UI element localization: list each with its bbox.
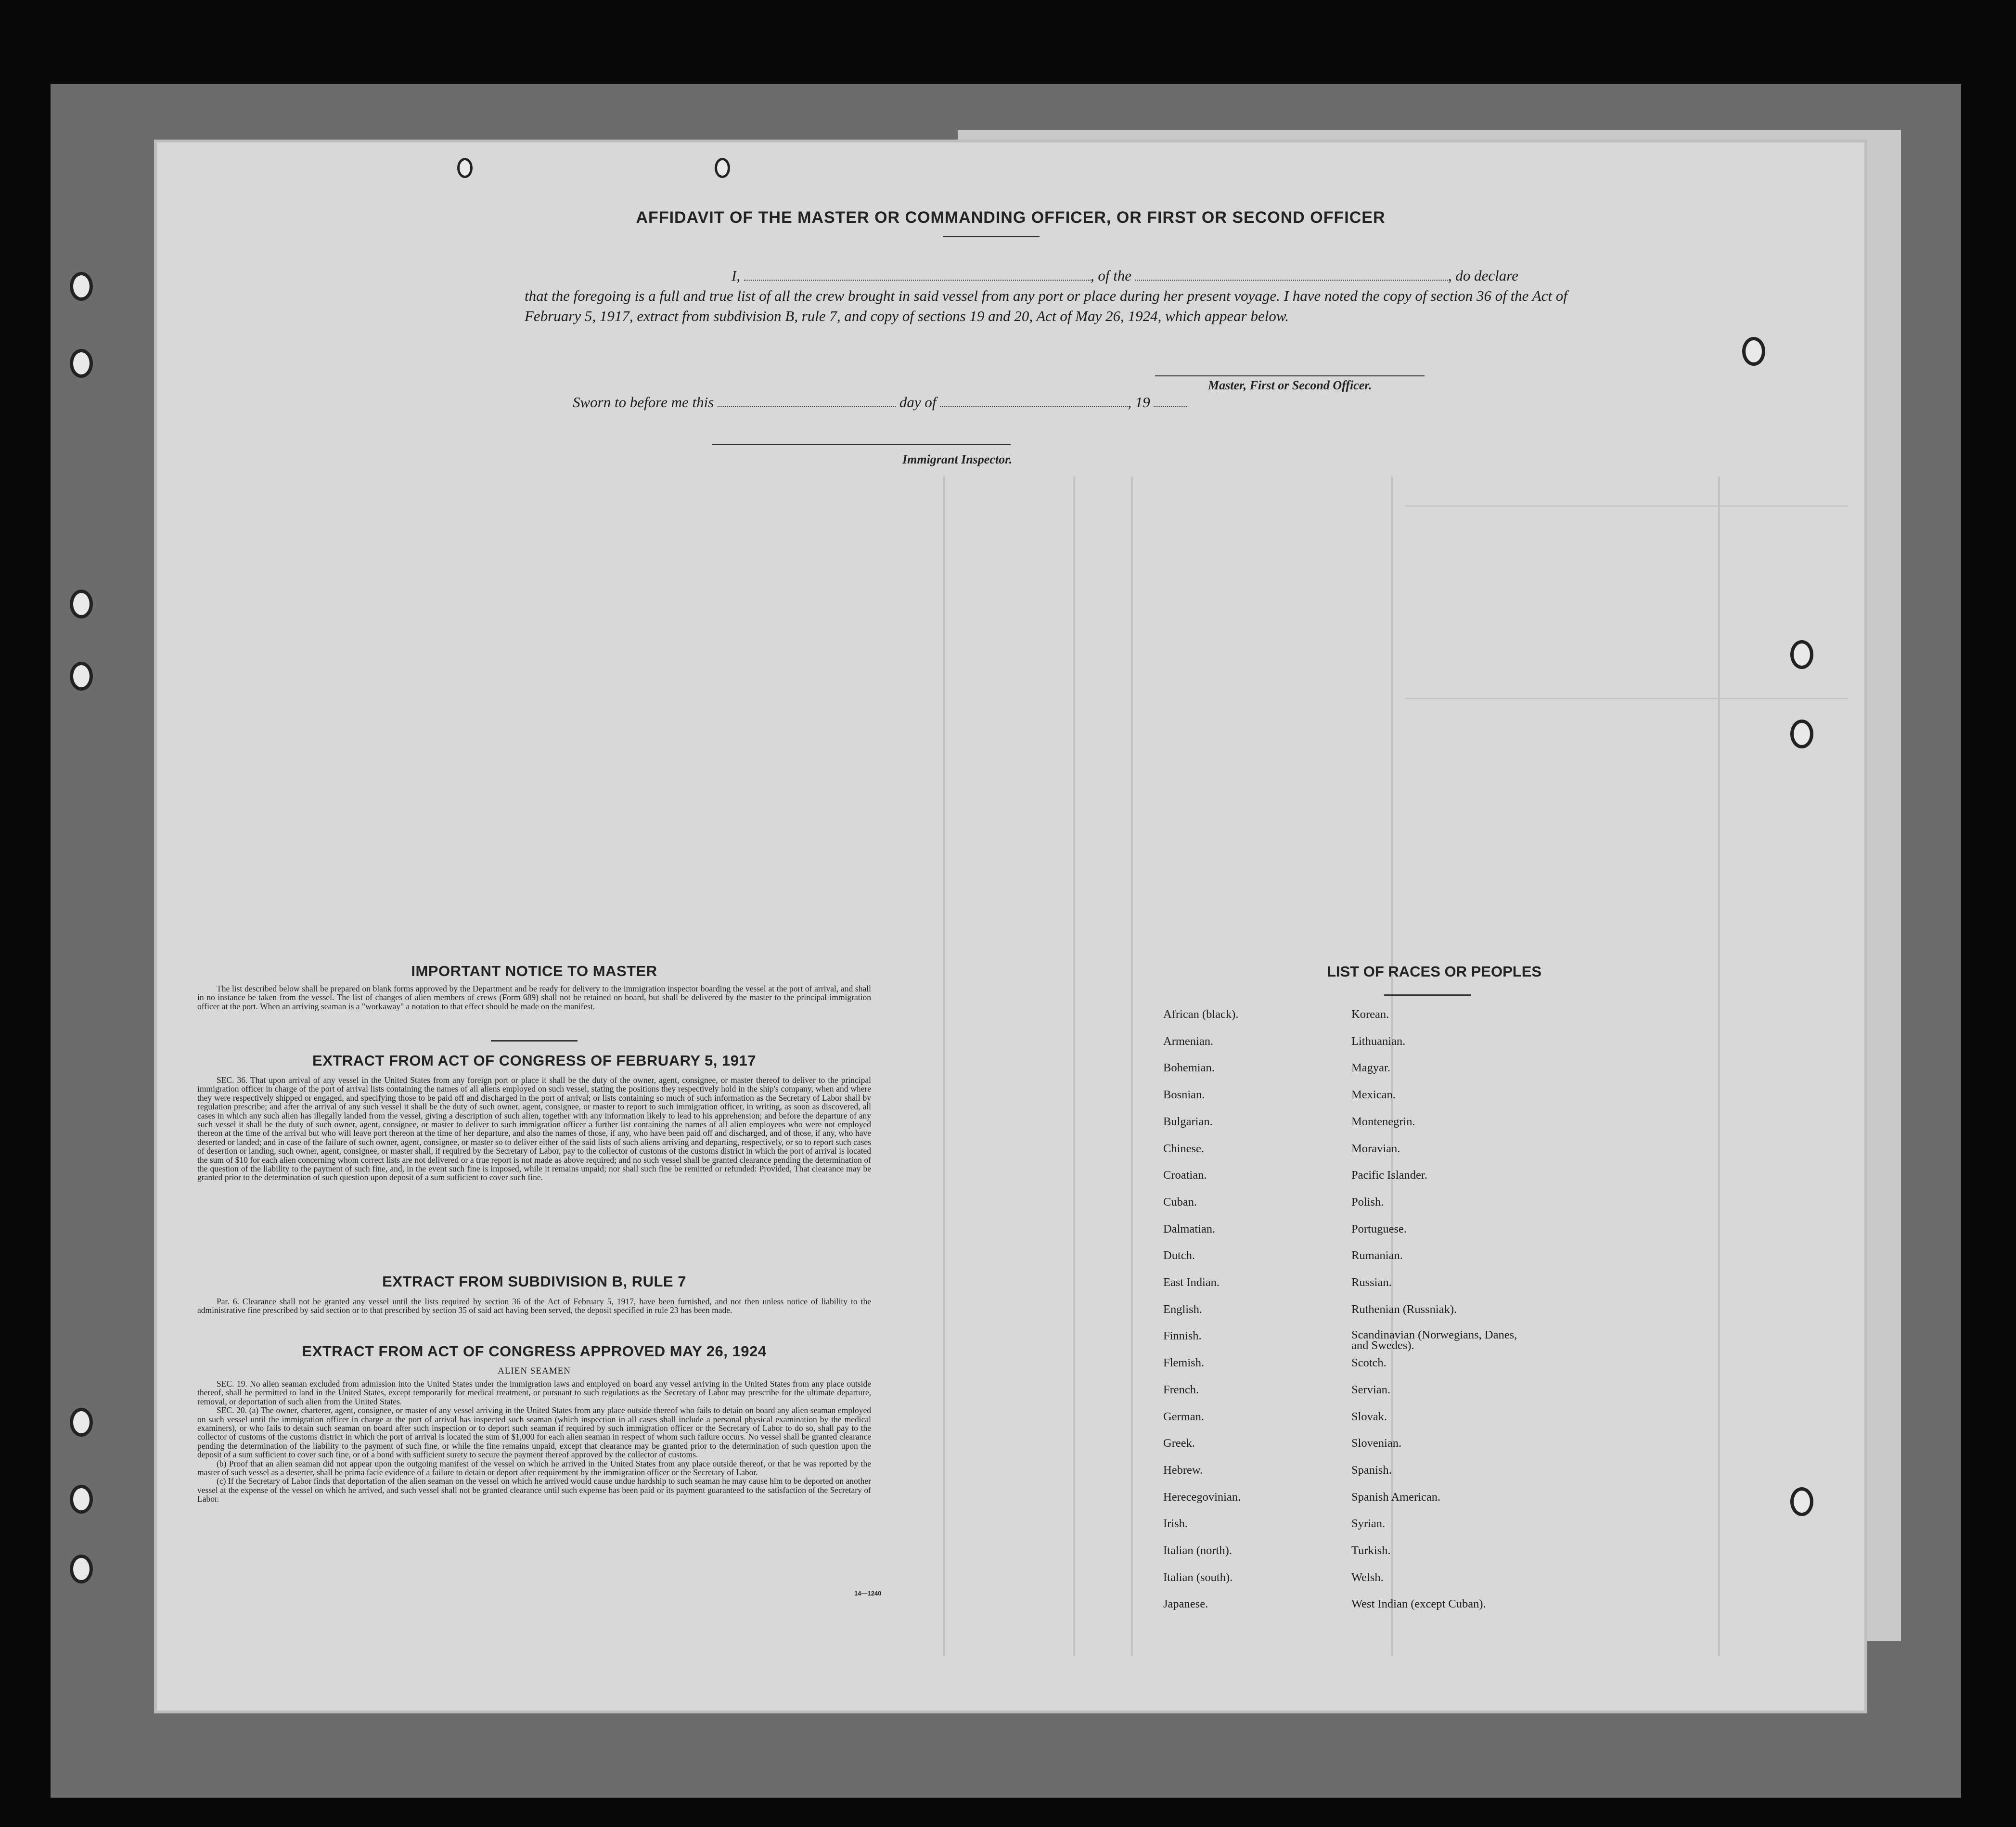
affidavit-title: AFFIDAVIT OF THE MASTER OR COMMANDING OFFICER, OR FIRST OR SECOND OFFICER: [636, 208, 1386, 227]
race-item: Irish.: [1163, 1517, 1188, 1531]
binder-hole-icon: [70, 349, 93, 378]
races-title: LIST OF RACES OR PEOPLES: [1326, 963, 1542, 980]
sec19-paragraph: SEC. 19. No alien seaman excluded from admission into the United States under the immigration laws and employed on board any vessel arriving in the United States from any place outside thereof, shall be permitted to land in the United States, except temporarily for medical treatment, or pursuant to such regulations as the Secretary of Labor may prescribe for the ultimate departure, removal, or deportation of such alien from the United States.: [197, 1379, 871, 1406]
month-blank: [940, 396, 1128, 407]
race-item: Finnish.: [1163, 1329, 1202, 1343]
day-blank: [718, 396, 896, 407]
punch-hole-icon: [1790, 1487, 1813, 1516]
binder-hole-icon: [70, 1485, 93, 1514]
race-item: Spanish.: [1351, 1463, 1392, 1477]
extract-1924-text: [197, 1379, 871, 1504]
rule7-paragraph: Par. 6. Clearance shall not be granted any vessel until the lists required by section 36 of the Act of February 5, 1917, have been furnished, and not then unless notice of liability to the administrative fine prescribed by said section or to that prescribed by section 35 of said act having been served, the deposit specified in rule 23 has been made.: [197, 1297, 871, 1315]
race-item: Bohemian.: [1163, 1061, 1215, 1075]
extract-1924-title: EXTRACT FROM ACT OF CONGRESS APPROVED MAY 26, 1924: [302, 1343, 767, 1360]
divider: [1384, 994, 1471, 996]
race-item: Magyar.: [1351, 1061, 1390, 1075]
race-item: Ruthenian (Russniak).: [1351, 1302, 1457, 1316]
notice-title: IMPORTANT NOTICE TO MASTER: [411, 963, 657, 979]
binder-hole-icon: [70, 662, 93, 691]
race-item: Bosnian.: [1163, 1088, 1205, 1102]
of-the-label: , of the: [1090, 267, 1132, 284]
race-item: Flemish.: [1163, 1356, 1205, 1370]
race-item: East Indian.: [1163, 1276, 1220, 1289]
bleed-through-rule: [1073, 476, 1075, 1656]
bleed-through-rule: [1131, 476, 1133, 1656]
divider: [491, 1040, 578, 1042]
race-item: Scandinavian (Norwegians, Danes, and Swedes).: [1351, 1328, 1517, 1352]
bleed-through-rule: [1405, 698, 1848, 699]
race-item: Hebrew.: [1163, 1463, 1203, 1477]
vessel-blank: [1135, 269, 1448, 281]
race-item: Greek.: [1163, 1437, 1195, 1450]
punch-hole-icon: [457, 158, 473, 178]
sworn-line: [573, 392, 1439, 412]
inspector-signature-line: [712, 444, 1011, 445]
sec20a-paragraph: SEC. 20. (a) The owner, charterer, agent, consignee, or master of any vessel arriving in the United States from any place outside thereof who fails to detain on board any alien seaman employed on such vessel until the immigration officer in charge at the port of arrival has inspected such seaman (which inspection in all cases shall include a personal physical examination by the medical examiners), or who fails to detain such seaman on board after such inspection or to deport such seaman if required by such immigration officer or the Secretary of Labor to do so, shall pay to the collector of customs of the customs district in which the port of arrival is located the sum of $1,000 for each alien seaman in respect of whom such failure occurs. No vessel shall be granted clearance pending the determination of the liability to the payment of such fine, or while the fine remains unpaid, except that clearance may be granted prior to the determination of such question upon the deposit of a sum sufficient to cover such fine, or of a bond with sufficient surety to secure the payment thereof approved by the collector of customs.: [197, 1405, 871, 1460]
race-item: Servian.: [1351, 1383, 1390, 1396]
race-item: Japanese.: [1163, 1597, 1208, 1611]
race-item: Chinese.: [1163, 1142, 1205, 1155]
punch-hole-icon: [715, 158, 730, 178]
punch-hole-icon: [1742, 337, 1765, 366]
affidavit-text: [525, 266, 1622, 326]
bleed-through-rule: [1718, 476, 1720, 1656]
race-item: Italian (north).: [1163, 1544, 1232, 1557]
punch-hole-icon: [1790, 720, 1813, 748]
race-item: Syrian.: [1351, 1517, 1386, 1531]
divider: [943, 236, 1040, 237]
inspector-label: Immigrant Inspector.: [902, 452, 1013, 466]
race-item: Dutch.: [1163, 1249, 1195, 1262]
binder-hole-icon: [70, 272, 93, 301]
extract-1917-title: EXTRACT FROM ACT OF CONGRESS OF FEBRUARY 5, 1917: [312, 1052, 756, 1069]
sworn-label: Sworn to before me this: [573, 394, 714, 411]
year-label: , 19: [1128, 394, 1150, 411]
affidavit-body: that the foregoing is a full and true list of all the crew brought in said vessel from any port or place during her present voyage. I have noted the copy of section 36 of the Act of February 5, 1917, extract from subdivision B, rule 7, and copy of sections 19 and 20, Act of May 26, 1924, which appear below.: [525, 287, 1567, 324]
race-item: Cuban.: [1163, 1195, 1197, 1209]
extract-rule7-text: [197, 1297, 871, 1315]
master-signature-line: [1155, 375, 1425, 376]
notice-text: [197, 984, 871, 1011]
section-36-paragraph: SEC. 36. That upon arrival of any vessel in the United States from any foreign port or place it shall be the duty of the owner, agent, consignee, or master thereof to deliver to the principal immigration officer in charge of the port of arrival lists containing the names of all aliens employed on such vessel, stating the positions they respectively hold in the ship's company, when and where they were respectively shipped or engaged, and specifying those to be paid off and discharged in the port of arrival; or lists containing so much of such information as the Secretary of Labor shall by regulation prescribe; and after the arrival of any such vessel it shall be the duty of such owner, agent, consignee, or master to report to such immigration officer, in writing, as soon as discovered, all cases in which any such alien has illegally landed from the vessel, giving a description of such alien, together with any information likely to lead to his apprehension; and before the departure of any such vessel it shall be the duty of such owner, agent, consignee, or master to deliver to such immigration officer a further list containing the names of all alien employees who were not employed thereon at the time of the arrival but who will leave port thereon at the time of her departure, and also the names of those, if any, who have been paid off and discharged, and of those, if any, who have deserted or landed; and in case of the failure of such owner, agent, consignee, or master so to deliver either of the said lists of such aliens arriving and departing, respectively, or so to report such cases of desertion or landing, such owner, agent, consignee, or master shall, if required by the Secretary of Labor, pay to the collector of customs of the customs district in which the port of arrival is located the sum of $10 for each alien concerning whom correct lists are not delivered or a true report is not made as above required; and no such vessel shall be granted clearance pending the determination of the question of the liability to the payment of such fine, and, in the event such fine is imposed, while it remains unpaid; nor shall such fine be remitted or refunded: Provided, That clearance may be granted prior to the determination of such question upon deposit of a sum sufficient to cover such fine.: [197, 1075, 871, 1183]
bleed-through-rule: [943, 476, 945, 1656]
race-item: Montenegrin.: [1351, 1115, 1415, 1128]
notice-paragraph: The list described below shall be prepared on blank forms approved by the Department and be ready for delivery to the immigration inspector boarding the vessel at the port of arrival, and shall in no instance be taken from the vessel. The list of changes of alien members of crews (Form 689) shall not be retained on board, but shall be delivered by the master to the principal immigration officer at the port. When an arriving seaman is a "workaway" a notation to that effect should be made on the manifest.: [197, 984, 871, 1011]
race-item: Welsh.: [1351, 1570, 1384, 1584]
race-item: African (black).: [1163, 1008, 1239, 1021]
race-item: Scotch.: [1351, 1356, 1387, 1370]
name-blank: [744, 269, 1091, 281]
sec20b-paragraph: (b) Proof that an alien seaman did not appear upon the outgoing manifest of the vessel on which he arrived in the United States from any place outside thereof, or that he was reported by the master of such vessel as a deserter, shall be prima facie evidence of a failure to detain or deport after requirement by the immigration officer or the Secretary of Labor.: [197, 1458, 871, 1478]
punch-hole-icon: [1790, 640, 1813, 669]
race-item: Slovenian.: [1351, 1437, 1402, 1450]
bleed-through-rule: [1405, 505, 1848, 507]
i-label: I,: [732, 267, 741, 284]
race-item: Bulgarian.: [1163, 1115, 1213, 1128]
race-item: Korean.: [1351, 1008, 1389, 1021]
binder-hole-icon: [70, 590, 93, 618]
race-item: Armenian.: [1163, 1034, 1214, 1048]
race-item: Moravian.: [1351, 1142, 1400, 1155]
race-item: Turkish.: [1351, 1544, 1391, 1557]
race-item: German.: [1163, 1410, 1205, 1423]
form-number: 14—1240: [854, 1590, 882, 1597]
race-item: Italian (south).: [1163, 1570, 1233, 1584]
binder-hole-icon: [70, 1555, 93, 1583]
alien-seamen-subtitle: ALIEN SEAMEN: [498, 1366, 571, 1376]
day-of-label: day of: [899, 394, 937, 411]
race-item: Russian.: [1351, 1276, 1392, 1289]
race-item: West Indian (except Cuban).: [1351, 1597, 1486, 1611]
race-item: Rumanian.: [1351, 1249, 1403, 1262]
race-item: Spanish American.: [1351, 1490, 1441, 1504]
race-item: Mexican.: [1351, 1088, 1396, 1102]
race-item: Polish.: [1351, 1195, 1384, 1209]
race-item: Herecegovinian.: [1163, 1490, 1241, 1504]
race-item: French.: [1163, 1383, 1199, 1396]
bleed-through-rule: [1391, 476, 1393, 1656]
race-item: Dalmatian.: [1163, 1222, 1216, 1235]
affidavit-page: [154, 140, 1867, 1713]
race-item: Croatian.: [1163, 1169, 1207, 1182]
binder-hole-icon: [70, 1408, 93, 1437]
race-item: Pacific Islander.: [1351, 1169, 1427, 1182]
year-blank: [1154, 396, 1187, 407]
race-item: English.: [1163, 1302, 1202, 1316]
extract-rule7-title: EXTRACT FROM SUBDIVISION B, RULE 7: [382, 1273, 686, 1290]
race-item: Lithuanian.: [1351, 1034, 1406, 1048]
extract-1917-text: [197, 1076, 871, 1182]
sec20c-paragraph: (c) If the Secretary of Labor finds that deportation of the alien seaman on the vessel on which he arrived would cause undue hardship to such seaman he may cause him to be deported on another vessel at the expense of the vessel on which he arrived, and such vessel shall not be granted clearance until such expense has been paid or its payment guaranteed to the satisfaction of the Secretary of Labor.: [197, 1476, 871, 1504]
race-item: Portuguese.: [1351, 1222, 1407, 1235]
race-item: Slovak.: [1351, 1410, 1387, 1423]
do-declare-label: , do declare: [1448, 267, 1518, 284]
master-label: Master, First or Second Officer.: [1208, 378, 1372, 392]
